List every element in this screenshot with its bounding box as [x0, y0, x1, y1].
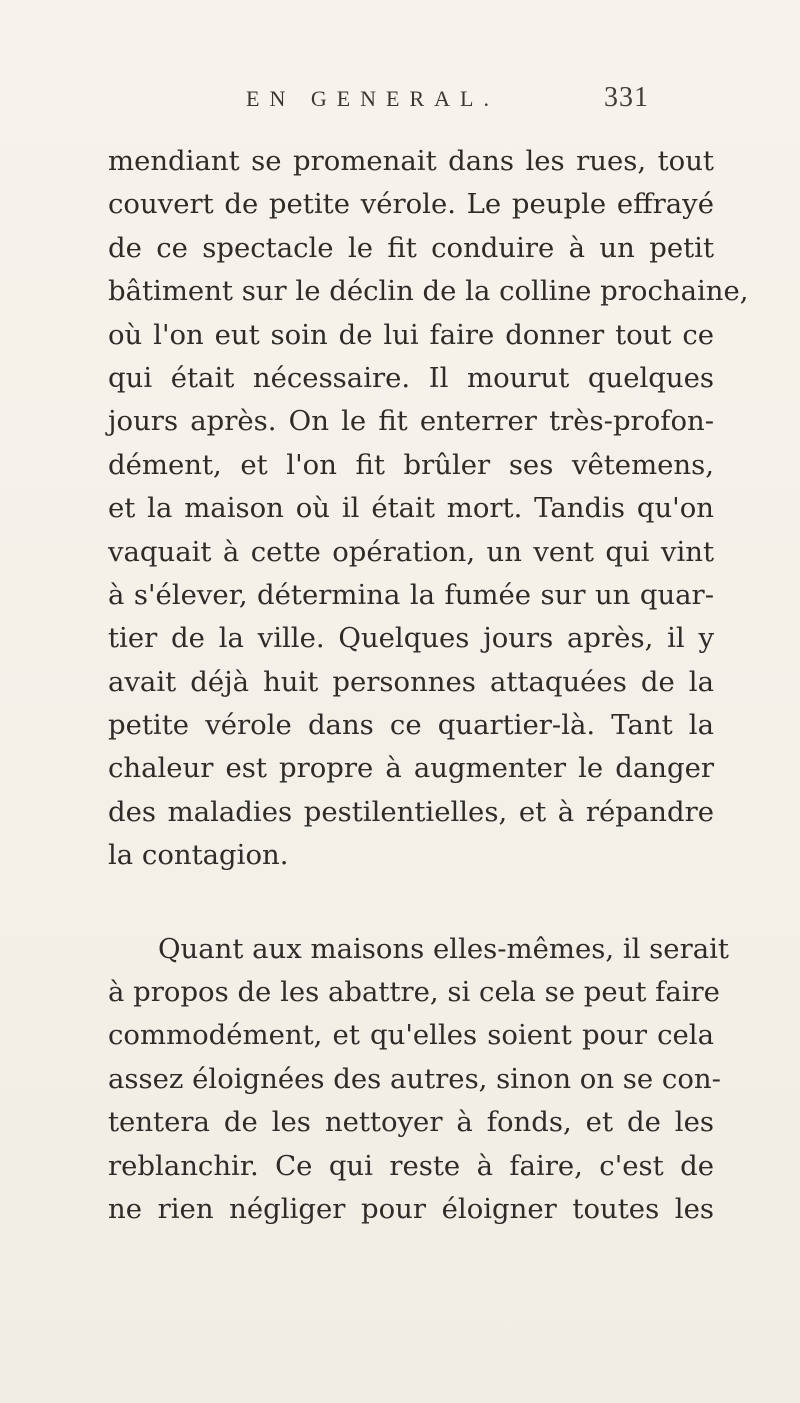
- paragraph-2: [108, 928, 729, 1232]
- page-number: 331: [604, 82, 649, 113]
- text-line: jours après. On le fit enterrer très-profon-: [108, 405, 714, 438]
- text-line: commodément, et qu'elles soient pour cela: [108, 1019, 714, 1052]
- text-line: couvert de petite vérole. Le peuple effrayé: [108, 188, 714, 221]
- text-line: à s'élever, détermina la fumée sur un quar-: [108, 578, 714, 611]
- text-line: vaquait à cette opération, un vent qui vint: [108, 535, 714, 568]
- paragraph-gap: [108, 878, 714, 928]
- text-line: dément, et l'on fit brûler ses vêtemens,: [108, 448, 714, 481]
- text-line: la contagion.: [108, 839, 289, 872]
- text-line: où l'on eut soin de lui faire donner tout ce: [108, 318, 714, 351]
- body-text: [108, 140, 749, 1231]
- running-head: [0, 82, 800, 122]
- text-line: tentera de les nettoyer à fonds, et de les: [108, 1106, 714, 1139]
- text-line: tier de la ville. Quelques jours après, il y: [108, 622, 714, 655]
- text-line: chaleur est propre à augmenter le danger: [108, 752, 714, 785]
- running-title: EN GENERAL.: [246, 86, 499, 111]
- text-line: bâtiment sur le déclin de la colline prochaine,: [108, 275, 749, 308]
- text-line: à propos de les abattre, si cela se peut faire: [108, 976, 720, 1009]
- text-line: ne rien négliger pour éloigner toutes les: [108, 1192, 714, 1225]
- text-line: mendiant se promenait dans les rues, tout: [108, 145, 714, 177]
- text-line: assez éloignées des autres, sinon on se con-: [108, 1062, 721, 1095]
- paragraph-1: [108, 140, 749, 878]
- text-line: petite vérole dans ce quartier-là. Tant la: [108, 709, 714, 742]
- text-line: Quant aux maisons elles-mêmes, il serait: [158, 932, 729, 965]
- text-line: et la maison où il était mort. Tandis qu'on: [108, 492, 714, 525]
- text-line: des maladies pestilentielles, et à répandre: [108, 795, 714, 828]
- text-line: de ce spectacle le fit conduire à un petit: [108, 231, 714, 264]
- text-line: avait déjà huit personnes attaquées de la: [108, 665, 714, 698]
- text-line: qui était nécessaire. Il mourut quelques: [108, 361, 714, 394]
- text-line: reblanchir. Ce qui reste à faire, c'est de: [108, 1149, 714, 1182]
